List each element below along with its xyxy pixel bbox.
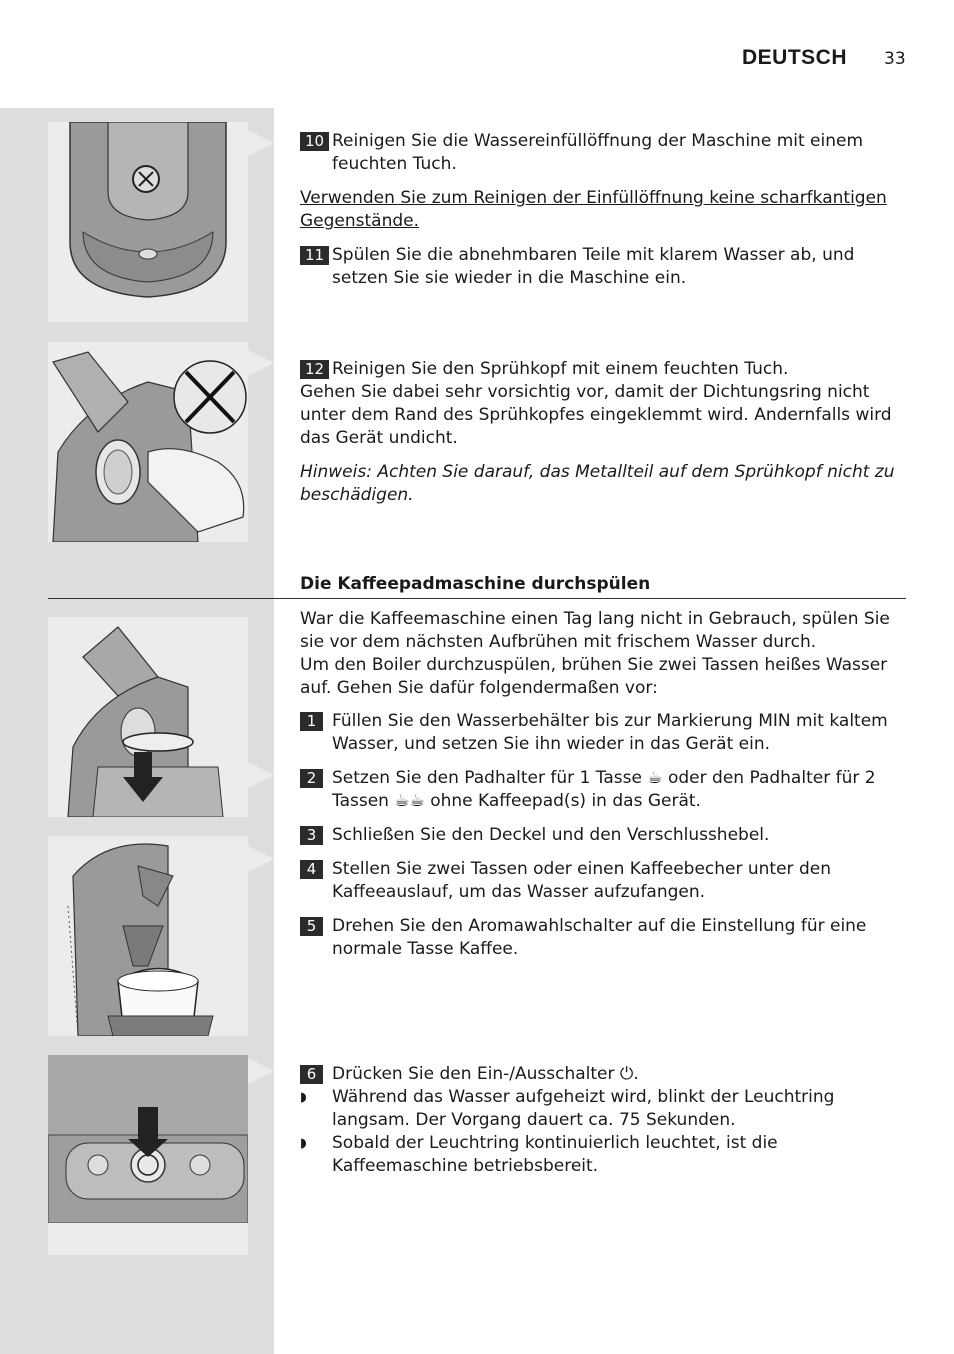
- step-number: 6: [300, 1065, 323, 1084]
- bullet-item: [300, 1086, 906, 1132]
- step-text: Stellen Sie zwei Tassen oder einen Kaffeebecher unter den Kaffeeauslauf, um das Wasser aufzufangen.: [332, 859, 831, 902]
- step-number: 4: [300, 860, 323, 879]
- step-12-detail: Gehen Sie dabei sehr vorsichtig vor, damit der Dichtungsring nicht unter dem Rand des Sprühkopfes eingeklemmt wird. Andernfalls wird das Gerät undicht.: [300, 382, 892, 448]
- section-title: Die Kaffeepadmaschine durchspülen: [300, 574, 651, 594]
- language-header: DEUTSCH: [742, 46, 848, 69]
- illustration-pointer: [248, 130, 274, 156]
- bullet-icon: ◗: [300, 1090, 307, 1105]
- flush-step-4: [300, 858, 906, 904]
- flush-step-3: [300, 824, 906, 847]
- step-number: 12: [300, 360, 329, 379]
- illustration-pointer: [248, 762, 274, 788]
- warning-text: Verwenden Sie zum Reinigen der Einfüllöffnung keine scharfkantigen Gegenstände.: [300, 188, 887, 231]
- illustration-pad-holder: [48, 617, 248, 817]
- illustration-pointer: [248, 846, 274, 872]
- illustration-power-button: [48, 1055, 248, 1255]
- bullet-text: Während das Wasser aufgeheizt wird, blinkt der Leuchtring langsam. Der Vorgang dauert ca. 75 Sekunden.: [332, 1087, 835, 1130]
- flush-step-6: [300, 1063, 906, 1086]
- step-text: Drehen Sie den Aromawahlschalter auf die Einstellung für eine normale Tasse Kaffee.: [332, 916, 867, 959]
- illustration-cup: [48, 836, 248, 1036]
- step-number: 2: [300, 769, 323, 788]
- flush-step-2: [300, 767, 906, 813]
- note-text: Hinweis: Achten Sie darauf, das Metallteil auf dem Sprühkopf nicht zu beschädigen.: [300, 462, 895, 505]
- step-text: Füllen Sie den Wasserbehälter bis zur Markierung MIN mit kaltem Wasser, und setzen Sie ihn wieder in das Gerät ein.: [332, 711, 888, 754]
- bullet-text: Sobald der Leuchtring kontinuierlich leuchtet, ist die Kaffeemaschine betriebsbereit.: [332, 1133, 778, 1176]
- illustration-pointer: [248, 350, 274, 376]
- step-10: [300, 130, 906, 176]
- step-number: 10: [300, 132, 329, 151]
- step-12: [300, 358, 906, 381]
- step-number: 5: [300, 917, 323, 936]
- flush-step-5: [300, 915, 906, 961]
- intro-paragraph-2: Um den Boiler durchzuspülen, brühen Sie zwei Tassen heißes Wasser auf. Gehen Sie dafür folgendermaßen vor:: [300, 655, 888, 698]
- step-text: Schließen Sie den Deckel und den Verschlusshebel.: [332, 825, 770, 845]
- bullet-item: [300, 1132, 906, 1178]
- step-text: Reinigen Sie die Wassereinfüllöffnung der Maschine mit einem feuchten Tuch.: [332, 131, 864, 174]
- step-text: Setzen Sie den Padhalter für 1 Tasse ☕ oder den Padhalter für 2 Tassen ☕☕ ohne Kaffeepad(s) in das Gerät.: [332, 768, 876, 811]
- page-number: 33: [884, 49, 906, 69]
- step-number: 3: [300, 826, 323, 845]
- illustration-pointer: [248, 1058, 274, 1084]
- step-text: Drücken Sie den Ein-/Ausschalter ⏻.: [332, 1064, 639, 1084]
- step-number: 1: [300, 712, 323, 731]
- intro-paragraph: War die Kaffeemaschine einen Tag lang nicht in Gebrauch, spülen Sie sie vor dem nächsten Aufbrühen mit frischem Wasser durch.: [300, 609, 890, 652]
- bullet-icon: ◗: [300, 1136, 307, 1151]
- step-number: 11: [300, 246, 329, 265]
- illustration-water-inlet: [48, 122, 248, 322]
- step-text: Spülen Sie die abnehmbaren Teile mit klarem Wasser ab, und setzen Sie sie wieder in die Maschine ein.: [332, 245, 855, 288]
- step-text: Reinigen Sie den Sprühkopf mit einem feuchten Tuch.: [332, 359, 789, 379]
- illustration-spray-head: [48, 342, 248, 542]
- step-11: [300, 244, 906, 290]
- section-divider: [48, 598, 906, 599]
- flush-step-1: [300, 710, 906, 756]
